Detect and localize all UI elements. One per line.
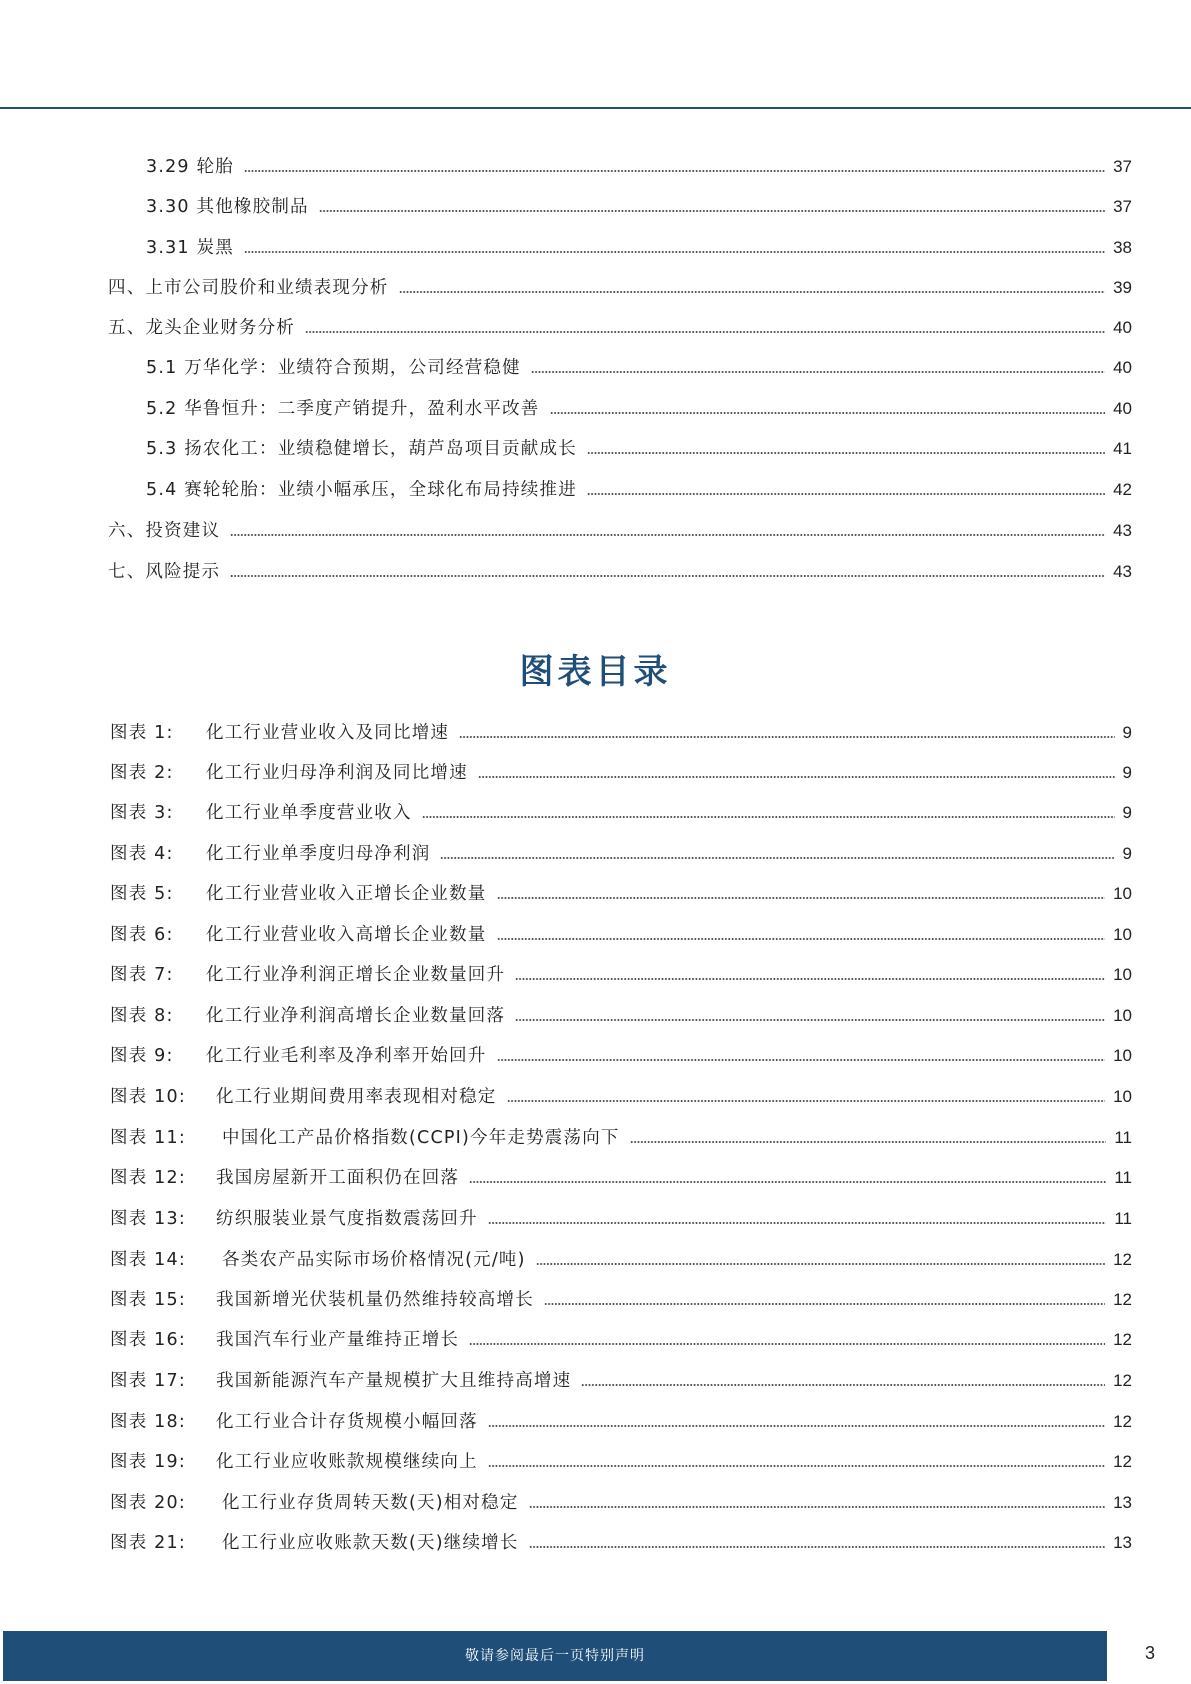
figure-entry-page: 11 xyxy=(1114,1168,1132,1187)
figure-title: 纺织服装业景气度指数震荡回升 xyxy=(216,1209,478,1229)
dot-leader xyxy=(230,574,1105,578)
figure-entry[interactable] xyxy=(110,721,1132,745)
toc-entry-page: 40 xyxy=(1113,358,1132,377)
figure-entry-label xyxy=(110,842,430,866)
figure-entry-label xyxy=(110,963,505,987)
dot-leader xyxy=(469,1342,1105,1346)
dot-leader xyxy=(244,250,1105,254)
figure-title: 中国化工产品价格指数(CCPI)今年走势震荡向下 xyxy=(222,1128,620,1148)
figure-prefix: 图表 18: xyxy=(110,1412,186,1432)
figure-entry-label xyxy=(110,1450,478,1474)
dot-leader xyxy=(630,1140,1107,1144)
toc-entry[interactable] xyxy=(108,276,1132,300)
figure-entry-page: 9 xyxy=(1122,844,1132,863)
figure-prefix: 图表 17: xyxy=(110,1371,186,1391)
figure-title: 化工行业存货周转天数(天)相对稳定 xyxy=(222,1493,519,1513)
toc-entry-label: 五、龙头企业财务分析 xyxy=(108,318,295,338)
figure-entry-page: 12 xyxy=(1113,1371,1132,1390)
figure-entry[interactable] xyxy=(110,923,1132,947)
toc-entry-label: 3.31 炭黑 xyxy=(146,238,234,258)
figure-title: 化工行业单季度归母净利润 xyxy=(206,844,431,864)
toc-entry[interactable] xyxy=(146,397,1132,421)
toc-entry-page: 43 xyxy=(1113,521,1132,540)
toc-entry[interactable] xyxy=(146,478,1132,502)
dot-leader xyxy=(531,370,1105,374)
toc-entry[interactable] xyxy=(146,155,1132,179)
figure-title: 化工行业营业收入高增长企业数量 xyxy=(206,925,487,945)
figure-prefix: 图表 10: xyxy=(110,1087,186,1107)
dot-leader xyxy=(440,856,1114,860)
figure-entry[interactable] xyxy=(110,1085,1132,1109)
figure-entry-page: 11 xyxy=(1114,1128,1132,1147)
figure-entry[interactable] xyxy=(110,1166,1132,1190)
dot-leader xyxy=(587,451,1105,455)
figure-title: 化工行业应收账款规模继续向上 xyxy=(216,1452,478,1472)
toc-entry-page: 42 xyxy=(1113,480,1132,499)
figure-entry[interactable] xyxy=(110,1004,1132,1028)
toc-entry-page: 41 xyxy=(1113,439,1132,458)
figure-title: 化工行业营业收入正增长企业数量 xyxy=(206,884,487,904)
figure-prefix: 图表 7: xyxy=(110,965,174,985)
toc-entry-label: 3.29 轮胎 xyxy=(146,157,234,177)
figure-prefix: 图表 4: xyxy=(110,844,174,864)
dot-leader xyxy=(488,1221,1107,1225)
dot-leader xyxy=(497,896,1106,900)
toc-entry[interactable] xyxy=(146,356,1132,380)
figure-prefix: 图表 3: xyxy=(110,803,174,823)
figure-entry-page: 13 xyxy=(1113,1493,1132,1512)
page-number: 3 xyxy=(1144,1643,1155,1663)
figure-entry[interactable] xyxy=(110,801,1132,825)
figure-title: 化工行业净利润高增长企业数量回落 xyxy=(206,1006,506,1026)
figure-title: 化工行业合计存货规模小幅回落 xyxy=(216,1412,478,1432)
dot-leader xyxy=(230,533,1105,537)
figure-prefix: 图表 19: xyxy=(110,1452,186,1472)
figure-prefix: 图表 5: xyxy=(110,884,174,904)
figure-entry-label xyxy=(110,1207,478,1231)
figure-title: 化工行业应收账款天数(天)继续增长 xyxy=(222,1533,519,1553)
figure-entry-page: 12 xyxy=(1113,1250,1132,1269)
figure-entry-page: 10 xyxy=(1113,884,1132,903)
figure-entry-label xyxy=(110,1126,620,1150)
figure-entry-page: 10 xyxy=(1113,1046,1132,1065)
dot-leader xyxy=(507,1099,1106,1103)
toc-entry-label: 5.3 扬农化工：业绩稳健增长，葫芦岛项目贡献成长 xyxy=(146,439,577,459)
dot-leader xyxy=(587,492,1105,496)
figure-entry[interactable] xyxy=(110,761,1132,785)
figure-entry-label xyxy=(110,882,487,906)
figure-title: 化工行业毛利率及净利率开始回升 xyxy=(206,1046,487,1066)
figure-entry-page: 12 xyxy=(1113,1412,1132,1431)
figure-prefix: 图表 15: xyxy=(110,1290,186,1310)
figure-entry-page: 12 xyxy=(1113,1452,1132,1471)
figure-entry-label xyxy=(110,1531,519,1555)
dot-leader xyxy=(305,330,1105,334)
figure-title: 我国房屋新开工面积仍在回落 xyxy=(216,1168,460,1188)
toc-entry-label: 3.30 其他橡胶制品 xyxy=(146,197,309,217)
footer-disclaimer[interactable]: 敬请参阅最后一页特别声明 xyxy=(465,1648,645,1664)
toc-entry[interactable] xyxy=(108,519,1132,543)
dot-leader xyxy=(469,1180,1106,1184)
figure-entry[interactable] xyxy=(110,1248,1132,1272)
figure-prefix: 图表 14: xyxy=(110,1250,186,1270)
toc-entry-page: 40 xyxy=(1113,399,1132,418)
figure-entry-label xyxy=(110,1410,478,1434)
figure-entry-label xyxy=(110,1328,459,1352)
dot-leader xyxy=(515,977,1105,981)
figure-entry-page: 10 xyxy=(1113,965,1132,984)
toc-entry[interactable] xyxy=(146,437,1132,461)
toc-entry-label: 七、风险提示 xyxy=(108,562,221,582)
figure-title: 化工行业归母净利润及同比增速 xyxy=(206,763,468,783)
dot-leader xyxy=(488,1424,1105,1428)
dot-leader xyxy=(529,1545,1106,1549)
toc-entry-label: 5.1 万华化学：业绩符合预期，公司经营稳健 xyxy=(146,358,521,378)
toc-entry[interactable] xyxy=(108,560,1132,584)
figure-entry[interactable] xyxy=(110,963,1132,987)
figure-title: 各类农产品实际市场价格情况(元/吨) xyxy=(222,1250,526,1270)
figure-prefix: 图表 21: xyxy=(110,1533,186,1553)
toc-entry-label: 5.2 华鲁恒升：二季度产销提升，盈利水平改善 xyxy=(146,399,540,419)
figure-title: 我国汽车行业产量维持正增长 xyxy=(216,1330,460,1350)
dot-leader xyxy=(459,735,1114,739)
dot-leader xyxy=(529,1505,1106,1509)
toc-entry-page: 40 xyxy=(1113,318,1132,337)
dot-leader xyxy=(544,1302,1105,1306)
figure-prefix: 图表 9: xyxy=(110,1046,174,1066)
figure-entry-label xyxy=(110,1288,534,1312)
figure-prefix: 图表 8: xyxy=(110,1006,174,1026)
toc-entry-page: 39 xyxy=(1113,278,1132,297)
figure-entry[interactable] xyxy=(110,1207,1132,1231)
figure-entry-page: 9 xyxy=(1122,723,1132,742)
figure-entry[interactable] xyxy=(110,842,1132,866)
figure-entry[interactable] xyxy=(110,1126,1132,1150)
figure-prefix: 图表 16: xyxy=(110,1330,186,1350)
figure-entry[interactable] xyxy=(110,1531,1132,1555)
figure-entry-page: 10 xyxy=(1113,1006,1132,1025)
figure-entry[interactable] xyxy=(110,1288,1132,1312)
figure-prefix: 图表 12: xyxy=(110,1168,186,1188)
figure-entry-page: 13 xyxy=(1113,1533,1132,1552)
figure-prefix: 图表 1: xyxy=(110,723,174,743)
toc-entry[interactable] xyxy=(108,316,1132,340)
figure-entry-label xyxy=(110,923,487,947)
toc-entry-page: 43 xyxy=(1113,562,1132,581)
figure-title: 化工行业净利润正增长企业数量回升 xyxy=(206,965,506,985)
figure-entry-label xyxy=(110,721,449,745)
figure-entry-page: 9 xyxy=(1122,763,1132,782)
toc-entry[interactable] xyxy=(146,236,1132,260)
figure-entry-page: 10 xyxy=(1113,1087,1132,1106)
dot-leader xyxy=(488,1464,1105,1468)
toc-entry-page: 37 xyxy=(1113,197,1132,216)
toc-entry[interactable] xyxy=(146,195,1132,219)
figure-prefix: 图表 20: xyxy=(110,1493,186,1513)
figure-entry-label xyxy=(110,1248,526,1272)
figure-entry-page: 11 xyxy=(1114,1209,1132,1228)
dot-leader xyxy=(319,209,1105,213)
toc-entry-page: 37 xyxy=(1113,157,1132,176)
figure-entry-page: 12 xyxy=(1113,1330,1132,1349)
figure-entry-label xyxy=(110,1166,459,1190)
header-rule xyxy=(0,107,1191,109)
figure-entry-page: 12 xyxy=(1113,1290,1132,1309)
figure-prefix: 图表 13: xyxy=(110,1209,186,1229)
dot-leader xyxy=(399,290,1106,294)
figure-entry-label xyxy=(110,1491,519,1515)
figure-prefix: 图表 6: xyxy=(110,925,174,945)
dot-leader xyxy=(478,775,1115,779)
figure-entry[interactable] xyxy=(110,1491,1132,1515)
figure-entry-label xyxy=(110,1369,571,1393)
figure-title: 化工行业单季度营业收入 xyxy=(206,803,412,823)
figure-title: 化工行业期间费用率表现相对稳定 xyxy=(216,1087,497,1107)
toc-entry-page: 38 xyxy=(1113,238,1132,257)
figure-toc-heading: 图表目录 xyxy=(519,652,672,692)
figure-entry-label xyxy=(110,801,412,825)
dot-leader xyxy=(497,1058,1106,1062)
toc-entry-label: 四、上市公司股价和业绩表现分析 xyxy=(108,278,389,298)
figure-entry[interactable] xyxy=(110,882,1132,906)
figure-entry-label xyxy=(110,1044,487,1068)
figure-entry-label xyxy=(110,1004,505,1028)
dot-leader xyxy=(497,937,1106,941)
toc-entry-label: 六、投资建议 xyxy=(108,521,221,541)
figure-entry-label xyxy=(110,761,468,785)
figure-title: 我国新能源汽车产量规模扩大且维持高增速 xyxy=(216,1371,572,1391)
figure-prefix: 图表 11: xyxy=(110,1128,186,1148)
dot-leader xyxy=(581,1383,1105,1387)
dot-leader xyxy=(422,815,1115,819)
dot-leader xyxy=(244,169,1105,173)
figure-entry-label xyxy=(110,1085,497,1109)
figure-title: 化工行业营业收入及同比增速 xyxy=(206,723,450,743)
dot-leader xyxy=(536,1262,1105,1266)
figure-title: 我国新增光伏装机量仍然维持较高增长 xyxy=(216,1290,534,1310)
figure-entry[interactable] xyxy=(110,1328,1132,1352)
figure-prefix: 图表 2: xyxy=(110,763,174,783)
figure-entry[interactable] xyxy=(110,1450,1132,1474)
dot-leader xyxy=(515,1018,1105,1022)
figure-entry-page: 9 xyxy=(1122,803,1132,822)
figure-entry[interactable] xyxy=(110,1369,1132,1393)
dot-leader xyxy=(550,411,1106,415)
figure-entry-page: 10 xyxy=(1113,925,1132,944)
figure-entry[interactable] xyxy=(110,1044,1132,1068)
toc-entry-label: 5.4 赛轮轮胎：业绩小幅承压，全球化布局持续推进 xyxy=(146,480,577,500)
figure-entry[interactable] xyxy=(110,1410,1132,1434)
